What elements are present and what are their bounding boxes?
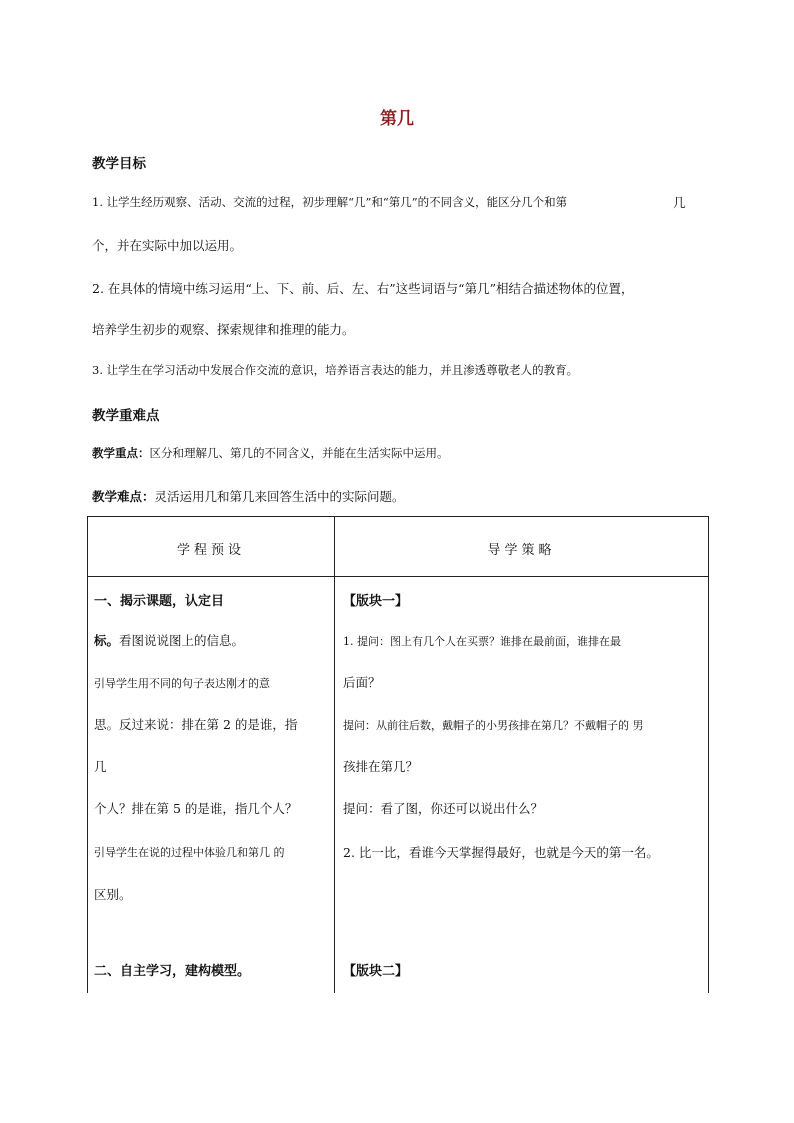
objective-1-line-2: 个，并在实际中加以运用。 xyxy=(92,238,243,253)
objective-1-text: 1. 让学生经历观察、活动、交流的过程，初步理解“几”和“第几”的不同含义，能区分几个和第 xyxy=(92,195,568,209)
section-1-title-end: 标。 xyxy=(94,633,120,648)
objective-1-tail: 几 xyxy=(673,195,686,210)
left-line-3: 引导学生用不同的句子表达刚才的意 xyxy=(94,677,270,690)
right-line-3: 提问：从前往后数，戴帽子的小男孩排在第几？不戴帽子的 男 xyxy=(343,719,644,732)
objectives-heading: 教学目标 xyxy=(92,156,146,172)
objective-2-line-2: 培养学生初步的观察、探索规律和推理的能力。 xyxy=(92,322,355,337)
left-line-5: 几 xyxy=(94,759,107,774)
left-line-6: 个人？排在第 5 的是谁，指几个人？ xyxy=(94,801,298,816)
left-line-7: 引导学生在说的过程中体验几和第几 的 xyxy=(94,846,285,859)
right-line-6: 2. 比一比，看谁今天掌握得最好，也就是今天的第一名。 xyxy=(343,845,659,860)
right-line-5: 提问：看了图，你还可以说出什么？ xyxy=(343,801,544,816)
teaching-difficulty-text: 灵活运用几和第几来回答生活中的实际问题。 xyxy=(154,489,405,504)
objective-2-line-1: 2. 在具体的情境中练习运用“上、下、前、后、左、右”这些词语与“第几”相结合描述物体的位置， xyxy=(92,281,634,296)
objective-3: 3. 让学生在学习活动中发展合作交流的意识，培养语言表达的能力，并且渗透尊敬老人的教育。 xyxy=(92,363,579,377)
table-column-divider xyxy=(334,517,335,993)
column-header-strategy: 导学策略 xyxy=(487,543,556,558)
column-header-plan: 学程预设 xyxy=(176,543,245,558)
table-header-divider xyxy=(88,576,708,577)
lesson-table xyxy=(87,516,709,993)
block-1-label: 【版块一】 xyxy=(343,594,409,609)
right-line-4: 孩排在第几？ xyxy=(343,759,419,774)
section-1-intro: 看图说说图上的信息。 xyxy=(119,633,245,648)
section-2-title: 二、自主学习，建构模型。 xyxy=(94,964,251,979)
right-line-2: 后面？ xyxy=(343,675,381,690)
teaching-focus-text: 区分和理解几、第几的不同含义，并能在生活实际中运用。 xyxy=(149,446,449,460)
key-points-heading: 教学重难点 xyxy=(92,408,160,424)
teaching-difficulty xyxy=(92,487,405,505)
left-line-8: 区别。 xyxy=(94,887,132,902)
teaching-difficulty-label: 教学难点： xyxy=(92,489,155,504)
section-1-title: 一、揭示课题，认定目 xyxy=(94,594,225,609)
objective-1-line-1 xyxy=(92,194,567,210)
right-line-1: 1. 提问：图上有几个人在买票？谁排在最前面，谁排在最 xyxy=(343,635,621,648)
document-title: 第几 xyxy=(380,109,414,129)
teaching-focus xyxy=(92,445,449,461)
teaching-focus-label: 教学重点： xyxy=(92,446,150,460)
left-line-4: 思。反过来说：排在第 2 的是谁，指 xyxy=(94,717,298,732)
block-2-label: 【版块二】 xyxy=(343,964,409,979)
section-1-line-2 xyxy=(94,631,244,649)
